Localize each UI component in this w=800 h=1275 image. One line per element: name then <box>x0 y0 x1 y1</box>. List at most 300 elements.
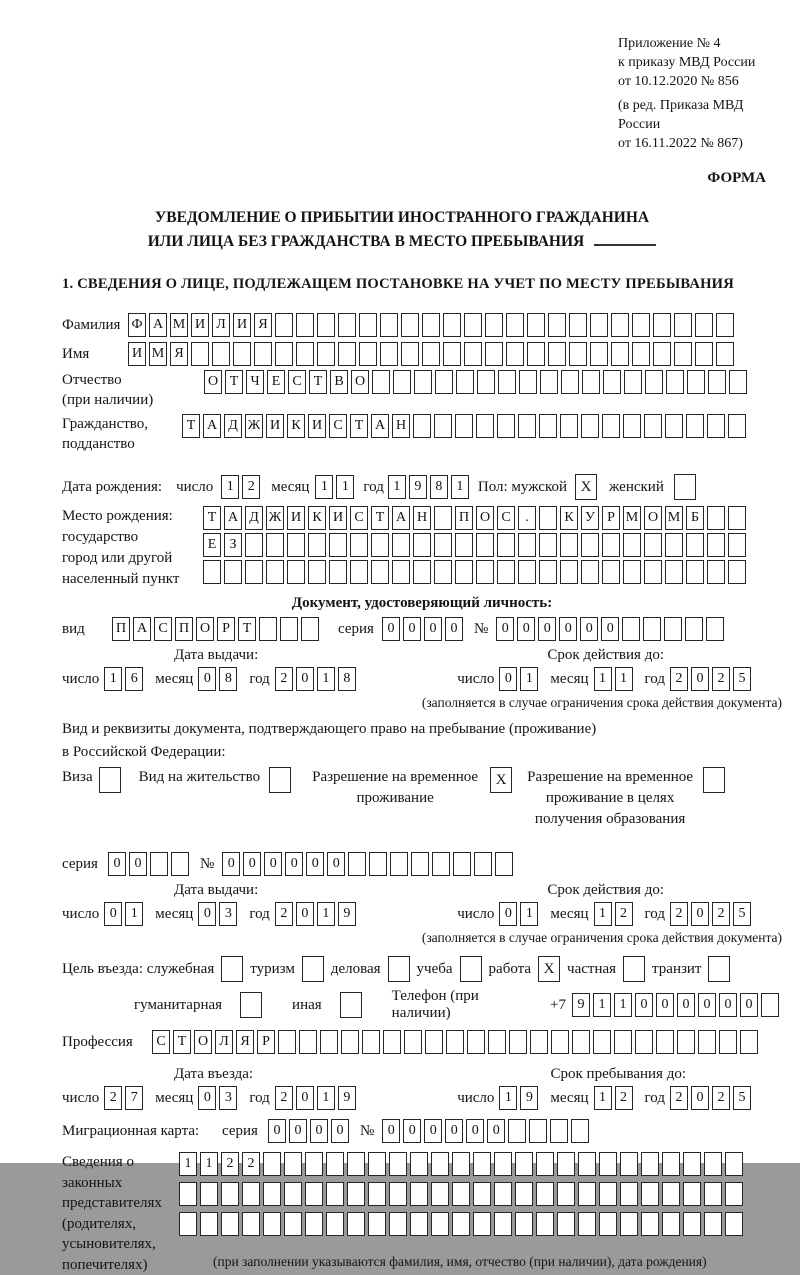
form-cell[interactable] <box>200 1212 218 1236</box>
form-cell[interactable]: Б <box>686 506 704 530</box>
form-cell[interactable] <box>665 414 683 438</box>
form-cell[interactable] <box>666 370 684 394</box>
form-cell[interactable]: А <box>133 617 151 641</box>
form-cell[interactable] <box>150 852 168 876</box>
form-cell[interactable] <box>326 1212 344 1236</box>
form-cell[interactable] <box>536 1182 554 1206</box>
form-cell[interactable]: 0 <box>691 902 709 926</box>
form-cell[interactable]: В <box>330 370 348 394</box>
form-cell[interactable] <box>518 414 536 438</box>
form-cell[interactable] <box>296 342 314 366</box>
form-cell[interactable]: 5 <box>733 1086 751 1110</box>
form-cell[interactable]: 0 <box>466 1119 484 1143</box>
form-cell[interactable] <box>561 370 579 394</box>
form-cell[interactable]: З <box>224 533 242 557</box>
form-cell[interactable]: С <box>152 1030 170 1054</box>
form-cell[interactable]: 0 <box>310 1119 328 1143</box>
form-cell[interactable]: К <box>287 414 305 438</box>
form-cell[interactable]: 0 <box>635 993 653 1017</box>
form-cell[interactable]: 1 <box>200 1152 218 1176</box>
form-cell[interactable]: 0 <box>306 852 324 876</box>
form-cell[interactable] <box>476 560 494 584</box>
form-cell[interactable] <box>369 852 387 876</box>
form-cell[interactable] <box>686 533 704 557</box>
form-cell[interactable] <box>410 1182 428 1206</box>
form-cell[interactable] <box>674 313 692 337</box>
form-cell[interactable]: 1 <box>221 475 239 499</box>
form-cell[interactable] <box>338 313 356 337</box>
form-cell[interactable]: 0 <box>691 1086 709 1110</box>
form-cell[interactable]: 2 <box>712 1086 730 1110</box>
form-cell[interactable] <box>578 1182 596 1206</box>
form-cell[interactable] <box>623 414 641 438</box>
form-cell[interactable] <box>641 1212 659 1236</box>
form-cell[interactable] <box>263 1212 281 1236</box>
form-cell[interactable] <box>305 1152 323 1176</box>
form-cell[interactable]: 0 <box>499 902 517 926</box>
form-cell[interactable]: Т <box>238 617 256 641</box>
form-cell[interactable]: Ж <box>245 414 263 438</box>
form-cell[interactable]: 0 <box>198 667 216 691</box>
form-cell[interactable] <box>728 506 746 530</box>
form-cell[interactable] <box>452 1182 470 1206</box>
form-cell[interactable] <box>254 342 272 366</box>
form-cell[interactable] <box>551 1030 569 1054</box>
form-cell[interactable]: 1 <box>315 475 333 499</box>
form-cell[interactable] <box>497 414 515 438</box>
form-cell[interactable]: Т <box>225 370 243 394</box>
form-cell[interactable]: М <box>149 342 167 366</box>
form-cell[interactable] <box>728 414 746 438</box>
purpose-study-checkbox[interactable] <box>460 956 482 982</box>
form-cell[interactable]: 0 <box>403 617 421 641</box>
form-cell[interactable] <box>485 313 503 337</box>
form-cell[interactable]: 0 <box>198 902 216 926</box>
form-cell[interactable] <box>368 1152 386 1176</box>
form-cell[interactable] <box>725 1212 743 1236</box>
form-cell[interactable]: 1 <box>179 1152 197 1176</box>
form-cell[interactable]: 1 <box>317 902 335 926</box>
form-cell[interactable] <box>674 342 692 366</box>
form-cell[interactable] <box>393 370 411 394</box>
form-cell[interactable] <box>581 560 599 584</box>
form-cell[interactable] <box>284 1212 302 1236</box>
form-cell[interactable]: 0 <box>740 993 758 1017</box>
form-cell[interactable]: 6 <box>125 667 143 691</box>
form-cell[interactable] <box>389 1182 407 1206</box>
form-cell[interactable] <box>477 370 495 394</box>
form-cell[interactable] <box>632 313 650 337</box>
form-cell[interactable] <box>716 313 734 337</box>
form-cell[interactable] <box>698 1030 716 1054</box>
form-cell[interactable]: И <box>329 506 347 530</box>
form-cell[interactable] <box>653 313 671 337</box>
form-cell[interactable] <box>508 1119 526 1143</box>
form-cell[interactable]: 8 <box>219 667 237 691</box>
form-cell[interactable] <box>602 560 620 584</box>
form-cell[interactable] <box>401 342 419 366</box>
form-cell[interactable] <box>643 617 661 641</box>
form-cell[interactable] <box>275 313 293 337</box>
form-cell[interactable] <box>431 1152 449 1176</box>
form-cell[interactable] <box>488 1030 506 1054</box>
form-cell[interactable] <box>683 1212 701 1236</box>
form-cell[interactable] <box>602 533 620 557</box>
form-cell[interactable]: К <box>560 506 578 530</box>
form-cell[interactable] <box>686 560 704 584</box>
form-cell[interactable]: 1 <box>594 667 612 691</box>
form-cell[interactable] <box>704 1182 722 1206</box>
form-cell[interactable]: А <box>203 414 221 438</box>
form-cell[interactable]: 2 <box>712 902 730 926</box>
form-cell[interactable] <box>662 1212 680 1236</box>
form-cell[interactable]: 2 <box>221 1152 239 1176</box>
form-cell[interactable] <box>707 414 725 438</box>
form-cell[interactable]: 0 <box>285 852 303 876</box>
form-cell[interactable] <box>443 313 461 337</box>
form-cell[interactable]: 0 <box>382 1119 400 1143</box>
form-cell[interactable]: Я <box>254 313 272 337</box>
form-cell[interactable]: О <box>196 617 214 641</box>
form-cell[interactable] <box>456 370 474 394</box>
form-cell[interactable]: 7 <box>125 1086 143 1110</box>
form-cell[interactable]: 0 <box>403 1119 421 1143</box>
form-cell[interactable]: 0 <box>243 852 261 876</box>
form-cell[interactable]: 2 <box>615 1086 633 1110</box>
form-cell[interactable]: 0 <box>580 617 598 641</box>
form-cell[interactable] <box>434 533 452 557</box>
form-cell[interactable] <box>539 506 557 530</box>
form-cell[interactable] <box>224 560 242 584</box>
form-cell[interactable]: 0 <box>698 993 716 1017</box>
form-cell[interactable] <box>527 342 545 366</box>
form-cell[interactable] <box>200 1182 218 1206</box>
form-cell[interactable]: А <box>224 506 242 530</box>
form-cell[interactable] <box>665 533 683 557</box>
form-cell[interactable] <box>348 852 366 876</box>
form-cell[interactable]: 2 <box>275 902 293 926</box>
form-cell[interactable] <box>347 1182 365 1206</box>
form-cell[interactable] <box>422 342 440 366</box>
form-cell[interactable] <box>664 617 682 641</box>
form-cell[interactable] <box>431 1182 449 1206</box>
form-cell[interactable] <box>413 533 431 557</box>
residence-permit-checkbox[interactable] <box>269 767 291 793</box>
form-cell[interactable] <box>518 560 536 584</box>
form-cell[interactable] <box>414 370 432 394</box>
form-cell[interactable]: 1 <box>317 1086 335 1110</box>
form-cell[interactable] <box>527 313 545 337</box>
purpose-private-checkbox[interactable] <box>623 956 645 982</box>
form-cell[interactable] <box>599 1152 617 1176</box>
form-cell[interactable] <box>515 1182 533 1206</box>
form-cell[interactable] <box>326 1182 344 1206</box>
form-cell[interactable] <box>653 342 671 366</box>
form-cell[interactable]: 0 <box>487 1119 505 1143</box>
form-cell[interactable]: П <box>112 617 130 641</box>
form-cell[interactable] <box>515 1212 533 1236</box>
form-cell[interactable]: 9 <box>409 475 427 499</box>
form-cell[interactable] <box>614 1030 632 1054</box>
form-cell[interactable] <box>611 342 629 366</box>
form-cell[interactable]: П <box>455 506 473 530</box>
form-cell[interactable] <box>622 617 640 641</box>
form-cell[interactable] <box>539 560 557 584</box>
form-cell[interactable] <box>557 1182 575 1206</box>
form-cell[interactable]: 0 <box>129 852 147 876</box>
form-cell[interactable]: 0 <box>264 852 282 876</box>
form-cell[interactable] <box>317 342 335 366</box>
form-cell[interactable]: 0 <box>289 1119 307 1143</box>
form-cell[interactable]: 2 <box>615 902 633 926</box>
form-cell[interactable]: Ф <box>128 313 146 337</box>
form-cell[interactable] <box>404 1030 422 1054</box>
form-cell[interactable] <box>474 852 492 876</box>
form-cell[interactable]: О <box>204 370 222 394</box>
form-cell[interactable] <box>590 313 608 337</box>
form-cell[interactable] <box>305 1182 323 1206</box>
form-cell[interactable]: С <box>350 506 368 530</box>
form-cell[interactable] <box>263 1152 281 1176</box>
form-cell[interactable] <box>665 560 683 584</box>
form-cell[interactable] <box>473 1152 491 1176</box>
form-cell[interactable] <box>455 414 473 438</box>
form-cell[interactable] <box>550 1119 568 1143</box>
sex-male-checkbox[interactable]: X <box>575 474 597 500</box>
form-cell[interactable]: 2 <box>670 1086 688 1110</box>
form-cell[interactable]: 0 <box>198 1086 216 1110</box>
form-cell[interactable] <box>761 993 779 1017</box>
form-cell[interactable] <box>389 1212 407 1236</box>
form-cell[interactable] <box>708 370 726 394</box>
form-cell[interactable] <box>242 1182 260 1206</box>
form-cell[interactable] <box>305 1212 323 1236</box>
form-cell[interactable] <box>494 1212 512 1236</box>
form-cell[interactable] <box>578 1152 596 1176</box>
form-cell[interactable]: 0 <box>445 617 463 641</box>
form-cell[interactable]: 3 <box>219 902 237 926</box>
form-cell[interactable]: О <box>644 506 662 530</box>
form-cell[interactable] <box>509 1030 527 1054</box>
form-cell[interactable] <box>435 370 453 394</box>
form-cell[interactable] <box>242 1212 260 1236</box>
form-cell[interactable]: Ч <box>246 370 264 394</box>
form-cell[interactable] <box>569 342 587 366</box>
form-cell[interactable]: К <box>308 506 326 530</box>
form-cell[interactable] <box>320 1030 338 1054</box>
form-cell[interactable] <box>571 1119 589 1143</box>
form-cell[interactable] <box>620 1212 638 1236</box>
form-cell[interactable]: А <box>371 414 389 438</box>
form-cell[interactable]: С <box>497 506 515 530</box>
form-cell[interactable]: 1 <box>125 902 143 926</box>
form-cell[interactable] <box>171 852 189 876</box>
form-cell[interactable]: У <box>581 506 599 530</box>
form-cell[interactable] <box>476 414 494 438</box>
form-cell[interactable] <box>259 617 277 641</box>
form-cell[interactable] <box>410 1212 428 1236</box>
form-cell[interactable] <box>392 560 410 584</box>
form-cell[interactable] <box>497 560 515 584</box>
purpose-tourism-checkbox[interactable] <box>302 956 324 982</box>
form-cell[interactable] <box>464 342 482 366</box>
form-cell[interactable] <box>299 1030 317 1054</box>
form-cell[interactable] <box>624 370 642 394</box>
form-cell[interactable] <box>683 1152 701 1176</box>
form-cell[interactable] <box>203 560 221 584</box>
form-cell[interactable] <box>560 533 578 557</box>
form-cell[interactable] <box>515 1152 533 1176</box>
form-cell[interactable] <box>620 1182 638 1206</box>
form-cell[interactable] <box>695 342 713 366</box>
form-cell[interactable] <box>280 617 298 641</box>
form-cell[interactable] <box>455 560 473 584</box>
form-cell[interactable] <box>685 617 703 641</box>
form-cell[interactable]: 0 <box>104 902 122 926</box>
form-cell[interactable]: Т <box>203 506 221 530</box>
purpose-official-checkbox[interactable] <box>221 956 243 982</box>
form-cell[interactable] <box>446 1030 464 1054</box>
form-cell[interactable]: 0 <box>327 852 345 876</box>
form-cell[interactable] <box>284 1152 302 1176</box>
form-cell[interactable] <box>644 560 662 584</box>
form-cell[interactable] <box>540 370 558 394</box>
form-cell[interactable] <box>519 370 537 394</box>
form-cell[interactable]: 0 <box>296 667 314 691</box>
form-cell[interactable]: 2 <box>670 902 688 926</box>
form-cell[interactable] <box>347 1152 365 1176</box>
form-cell[interactable] <box>495 852 513 876</box>
form-cell[interactable] <box>413 560 431 584</box>
form-cell[interactable] <box>392 533 410 557</box>
form-cell[interactable] <box>380 313 398 337</box>
form-cell[interactable] <box>611 313 629 337</box>
form-cell[interactable] <box>350 533 368 557</box>
form-cell[interactable] <box>452 1152 470 1176</box>
purpose-transit-checkbox[interactable] <box>708 956 730 982</box>
form-cell[interactable]: О <box>351 370 369 394</box>
form-cell[interactable] <box>632 342 650 366</box>
form-cell[interactable] <box>729 370 747 394</box>
form-cell[interactable]: О <box>194 1030 212 1054</box>
form-cell[interactable] <box>662 1152 680 1176</box>
form-cell[interactable] <box>452 1212 470 1236</box>
form-cell[interactable] <box>233 342 251 366</box>
form-cell[interactable]: Я <box>236 1030 254 1054</box>
form-cell[interactable] <box>434 414 452 438</box>
form-cell[interactable] <box>380 342 398 366</box>
form-cell[interactable] <box>719 1030 737 1054</box>
form-cell[interactable]: 2 <box>242 475 260 499</box>
form-cell[interactable] <box>593 1030 611 1054</box>
form-cell[interactable] <box>536 1152 554 1176</box>
form-cell[interactable] <box>432 852 450 876</box>
form-cell[interactable]: Я <box>170 342 188 366</box>
form-cell[interactable] <box>212 342 230 366</box>
form-cell[interactable]: Р <box>217 617 235 641</box>
form-cell[interactable]: Е <box>267 370 285 394</box>
form-cell[interactable] <box>581 533 599 557</box>
visa-checkbox[interactable] <box>99 767 121 793</box>
form-cell[interactable] <box>536 1212 554 1236</box>
form-cell[interactable] <box>557 1152 575 1176</box>
temp-residence-edu-checkbox[interactable] <box>703 767 725 793</box>
form-cell[interactable] <box>350 560 368 584</box>
form-cell[interactable] <box>371 560 389 584</box>
form-cell[interactable] <box>620 1152 638 1176</box>
purpose-other-checkbox[interactable] <box>340 992 362 1018</box>
form-cell[interactable]: Р <box>257 1030 275 1054</box>
form-cell[interactable] <box>590 342 608 366</box>
form-cell[interactable]: 1 <box>104 667 122 691</box>
form-cell[interactable] <box>603 370 621 394</box>
form-cell[interactable]: Е <box>203 533 221 557</box>
form-cell[interactable]: 0 <box>222 852 240 876</box>
form-cell[interactable]: И <box>266 414 284 438</box>
form-cell[interactable]: 0 <box>445 1119 463 1143</box>
form-cell[interactable]: 2 <box>275 667 293 691</box>
form-cell[interactable] <box>641 1152 659 1176</box>
form-cell[interactable] <box>368 1182 386 1206</box>
form-cell[interactable]: 0 <box>677 993 695 1017</box>
form-cell[interactable]: 5 <box>733 902 751 926</box>
form-cell[interactable] <box>602 414 620 438</box>
form-cell[interactable]: 2 <box>242 1152 260 1176</box>
form-cell[interactable] <box>707 560 725 584</box>
form-cell[interactable]: 9 <box>338 1086 356 1110</box>
form-cell[interactable] <box>740 1030 758 1054</box>
form-cell[interactable] <box>410 1152 428 1176</box>
form-cell[interactable]: Т <box>173 1030 191 1054</box>
form-cell[interactable] <box>687 370 705 394</box>
form-cell[interactable] <box>677 1030 695 1054</box>
form-cell[interactable]: 1 <box>499 1086 517 1110</box>
form-cell[interactable] <box>245 533 263 557</box>
form-cell[interactable] <box>301 617 319 641</box>
form-cell[interactable]: М <box>665 506 683 530</box>
form-cell[interactable]: 1 <box>594 1086 612 1110</box>
form-cell[interactable]: Р <box>602 506 620 530</box>
form-cell[interactable] <box>383 1030 401 1054</box>
form-cell[interactable] <box>221 1212 239 1236</box>
form-cell[interactable]: 2 <box>275 1086 293 1110</box>
form-cell[interactable]: 0 <box>601 617 619 641</box>
purpose-work-checkbox[interactable]: X <box>538 956 560 982</box>
form-cell[interactable]: 0 <box>719 993 737 1017</box>
form-cell[interactable] <box>599 1212 617 1236</box>
form-cell[interactable] <box>635 1030 653 1054</box>
form-cell[interactable]: . <box>518 506 536 530</box>
form-cell[interactable] <box>485 342 503 366</box>
form-cell[interactable]: Н <box>413 506 431 530</box>
form-cell[interactable] <box>707 506 725 530</box>
form-cell[interactable] <box>557 1212 575 1236</box>
form-cell[interactable] <box>497 533 515 557</box>
form-cell[interactable]: М <box>170 313 188 337</box>
form-cell[interactable] <box>578 1212 596 1236</box>
form-cell[interactable]: 1 <box>317 667 335 691</box>
form-cell[interactable] <box>284 1182 302 1206</box>
form-cell[interactable]: И <box>191 313 209 337</box>
form-cell[interactable]: 0 <box>499 667 517 691</box>
form-cell[interactable] <box>317 313 335 337</box>
form-cell[interactable] <box>443 342 461 366</box>
form-cell[interactable]: 0 <box>296 902 314 926</box>
form-cell[interactable]: 9 <box>572 993 590 1017</box>
form-cell[interactable] <box>686 414 704 438</box>
form-cell[interactable] <box>548 313 566 337</box>
form-cell[interactable]: 1 <box>520 902 538 926</box>
